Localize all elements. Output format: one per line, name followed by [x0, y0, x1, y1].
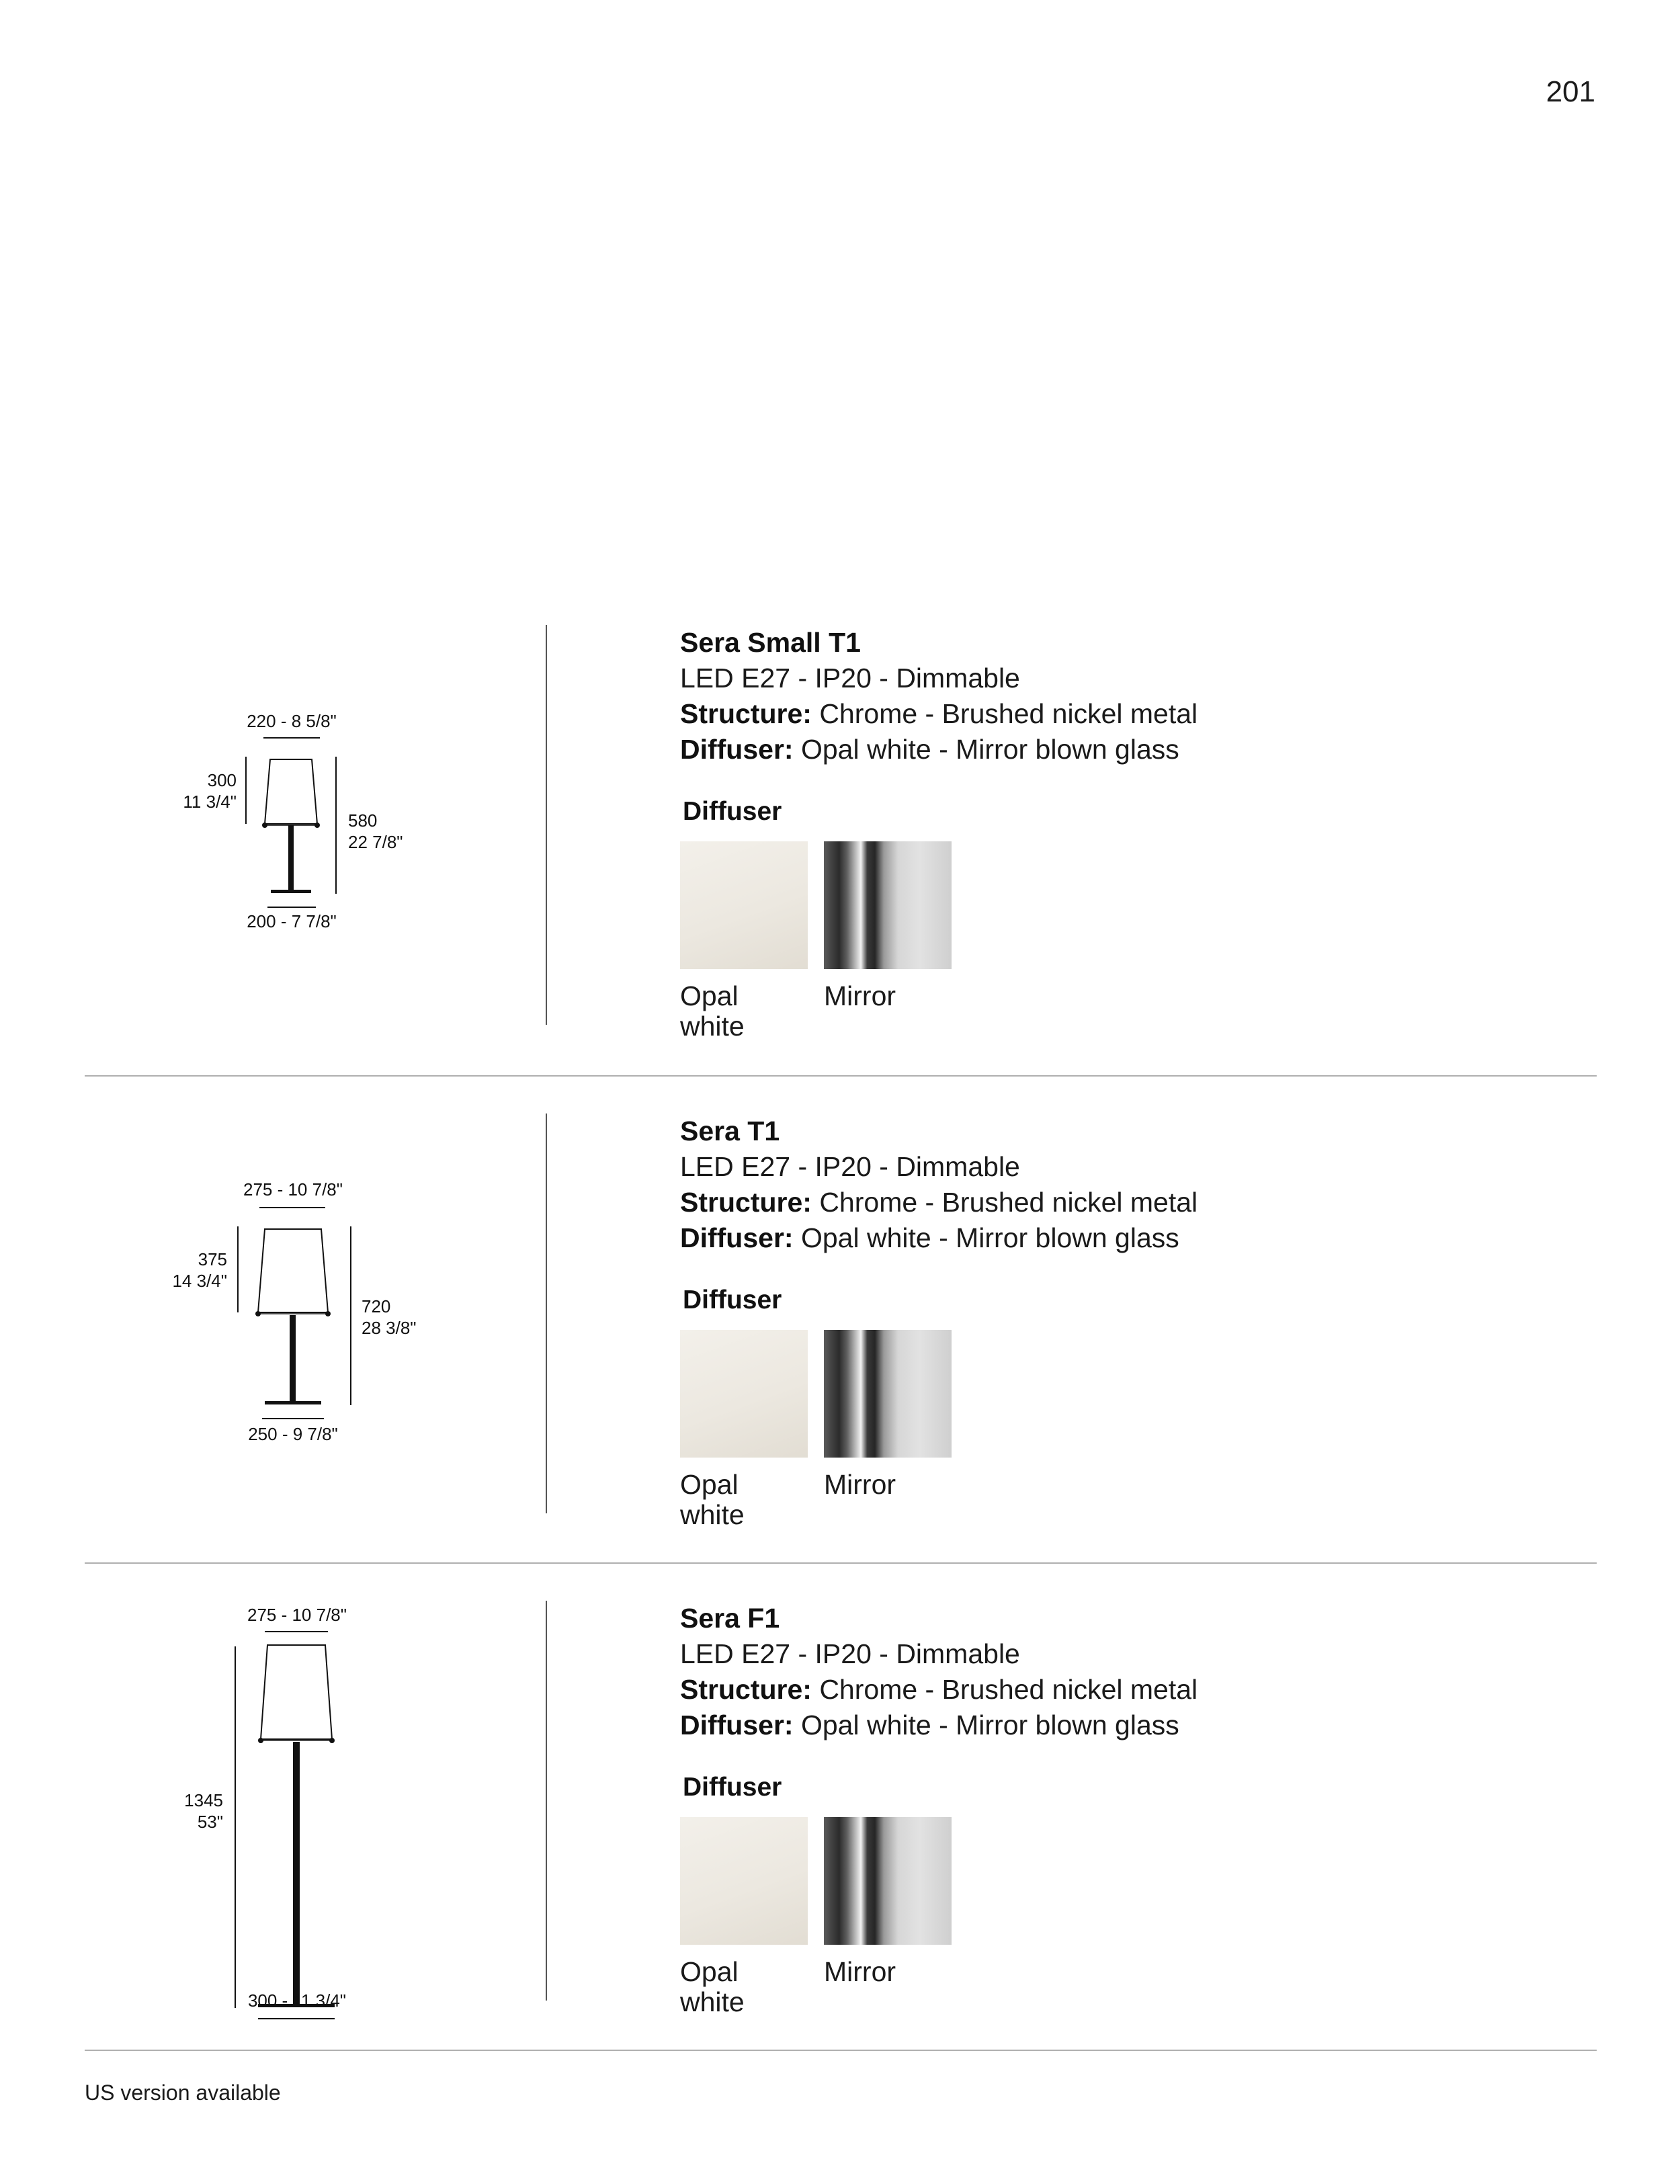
- total-height-mm-label: 1345: [184, 1790, 223, 1810]
- product-info: [680, 1114, 1554, 1530]
- total-height-mm-label: 720: [362, 1296, 391, 1316]
- lamp-stem: [288, 825, 294, 892]
- swatch-mirror[interactable]: [824, 1817, 952, 2017]
- total-height-mm-label: 580: [348, 810, 378, 831]
- product-spec: LED E27 - IP20 - Dimmable: [680, 663, 1020, 694]
- swatch-opal-white[interactable]: [680, 1330, 808, 1530]
- swatch-opal-white-image: [680, 1817, 808, 1945]
- diffuser-label: Diffuser:: [680, 734, 794, 765]
- vertical-divider: [546, 1114, 547, 1513]
- base-width-label: 250 - 9 7/8": [248, 1424, 338, 1444]
- swatch-mirror-image: [824, 1817, 952, 1945]
- shade-width-label: 220 - 8 5/8": [247, 712, 337, 731]
- diffuser-heading: Diffuser: [683, 1286, 782, 1314]
- swatch-label: Mirror: [824, 1956, 896, 1987]
- total-height-in-label: 28 3/8": [362, 1318, 417, 1338]
- product-info: [680, 1601, 1554, 2017]
- shade-height-mm-label: 375: [198, 1249, 227, 1269]
- vertical-divider: [546, 1601, 547, 2001]
- swatch-label: Opal white: [680, 1956, 745, 2017]
- product-title: Sera F1: [680, 1603, 780, 1634]
- shade-height-in-label: 11 3/4": [183, 792, 237, 812]
- product-section-sera-f1: [0, 1601, 1680, 2017]
- product-title: Sera T1: [680, 1116, 780, 1146]
- footer-note: US version available: [85, 2081, 281, 2105]
- base-width-label: 300 - 11 3/4": [247, 1990, 347, 2011]
- shade-width-label: 275 - 10 7/8": [243, 1181, 343, 1200]
- swatch-opal-white-image: [680, 1330, 808, 1458]
- diffuser-label: Diffuser:: [680, 1710, 794, 1740]
- shade-height-mm-label: 300: [207, 770, 237, 790]
- product-spec: LED E27 - IP20 - Dimmable: [680, 1151, 1020, 1182]
- swatch-opal-white[interactable]: [680, 841, 808, 1042]
- page-number: 201: [1546, 75, 1595, 108]
- swatch-mirror-image: [824, 841, 952, 969]
- section-divider: [85, 1075, 1597, 1077]
- structure-line: [680, 696, 1554, 732]
- diffuser-value: Opal white - Mirror blown glass: [800, 1222, 1179, 1253]
- structure-label: Structure:: [680, 698, 812, 729]
- diffuser-line: [680, 1708, 1554, 1743]
- section-divider: [85, 1562, 1597, 1564]
- structure-value: Chrome - Brushed nickel metal: [819, 1187, 1198, 1218]
- swatch-mirror-image: [824, 1330, 952, 1458]
- product-info: [680, 625, 1554, 1042]
- swatch-label: Mirror: [824, 980, 896, 1011]
- lamp-shade: [258, 1229, 328, 1312]
- swatch-label: Opal white: [680, 1469, 745, 1530]
- diffuser-line: [680, 732, 1554, 767]
- structure-value: Chrome - Brushed nickel metal: [819, 1674, 1198, 1705]
- diffuser-heading: Diffuser: [683, 1773, 782, 1802]
- diffuser-value: Opal white - Mirror blown glass: [800, 734, 1179, 765]
- structure-label: Structure:: [680, 1187, 812, 1218]
- diffuser-swatches: [680, 841, 1554, 1042]
- dimension-drawing: [134, 712, 484, 1156]
- diffuser-line: [680, 1220, 1554, 1256]
- diffuser-swatches: [680, 1817, 1554, 2017]
- product-section-sera-small-t1: [0, 625, 1680, 1042]
- product-section-sera-t1: [0, 1114, 1680, 1530]
- diffuser-value: Opal white - Mirror blown glass: [800, 1710, 1179, 1740]
- swatch-mirror[interactable]: [824, 1330, 952, 1530]
- base-width-label: 200 - 7 7/8": [247, 911, 337, 931]
- product-spec: LED E27 - IP20 - Dimmable: [680, 1638, 1020, 1669]
- lamp-stem: [293, 1742, 300, 2005]
- structure-label: Structure:: [680, 1674, 812, 1705]
- structure-line: [680, 1672, 1554, 1708]
- structure-line: [680, 1185, 1554, 1220]
- swatch-opal-white-image: [680, 841, 808, 969]
- dimension-drawing: [134, 1181, 484, 1624]
- lamp-shade: [261, 1645, 332, 1739]
- shade-width-label: 275 - 10 7/8": [247, 1605, 347, 1625]
- product-title: Sera Small T1: [680, 627, 861, 658]
- swatch-mirror[interactable]: [824, 841, 952, 1042]
- dimension-drawing: [134, 1601, 484, 2044]
- section-divider: [85, 2050, 1597, 2051]
- total-height-in-label: 22 7/8": [348, 832, 403, 852]
- shade-height-in-label: 14 3/4": [172, 1271, 227, 1291]
- swatch-label: Opal white: [680, 980, 745, 1042]
- total-height-in-label: 53": [197, 1812, 223, 1832]
- structure-value: Chrome - Brushed nickel metal: [819, 698, 1198, 729]
- diffuser-label: Diffuser:: [680, 1222, 794, 1253]
- vertical-divider: [546, 625, 547, 1025]
- diffuser-heading: Diffuser: [683, 797, 782, 826]
- swatch-label: Mirror: [824, 1469, 896, 1500]
- swatch-opal-white[interactable]: [680, 1817, 808, 2017]
- diffuser-swatches: [680, 1330, 1554, 1530]
- lamp-stem: [290, 1315, 296, 1404]
- lamp-shade: [265, 759, 317, 824]
